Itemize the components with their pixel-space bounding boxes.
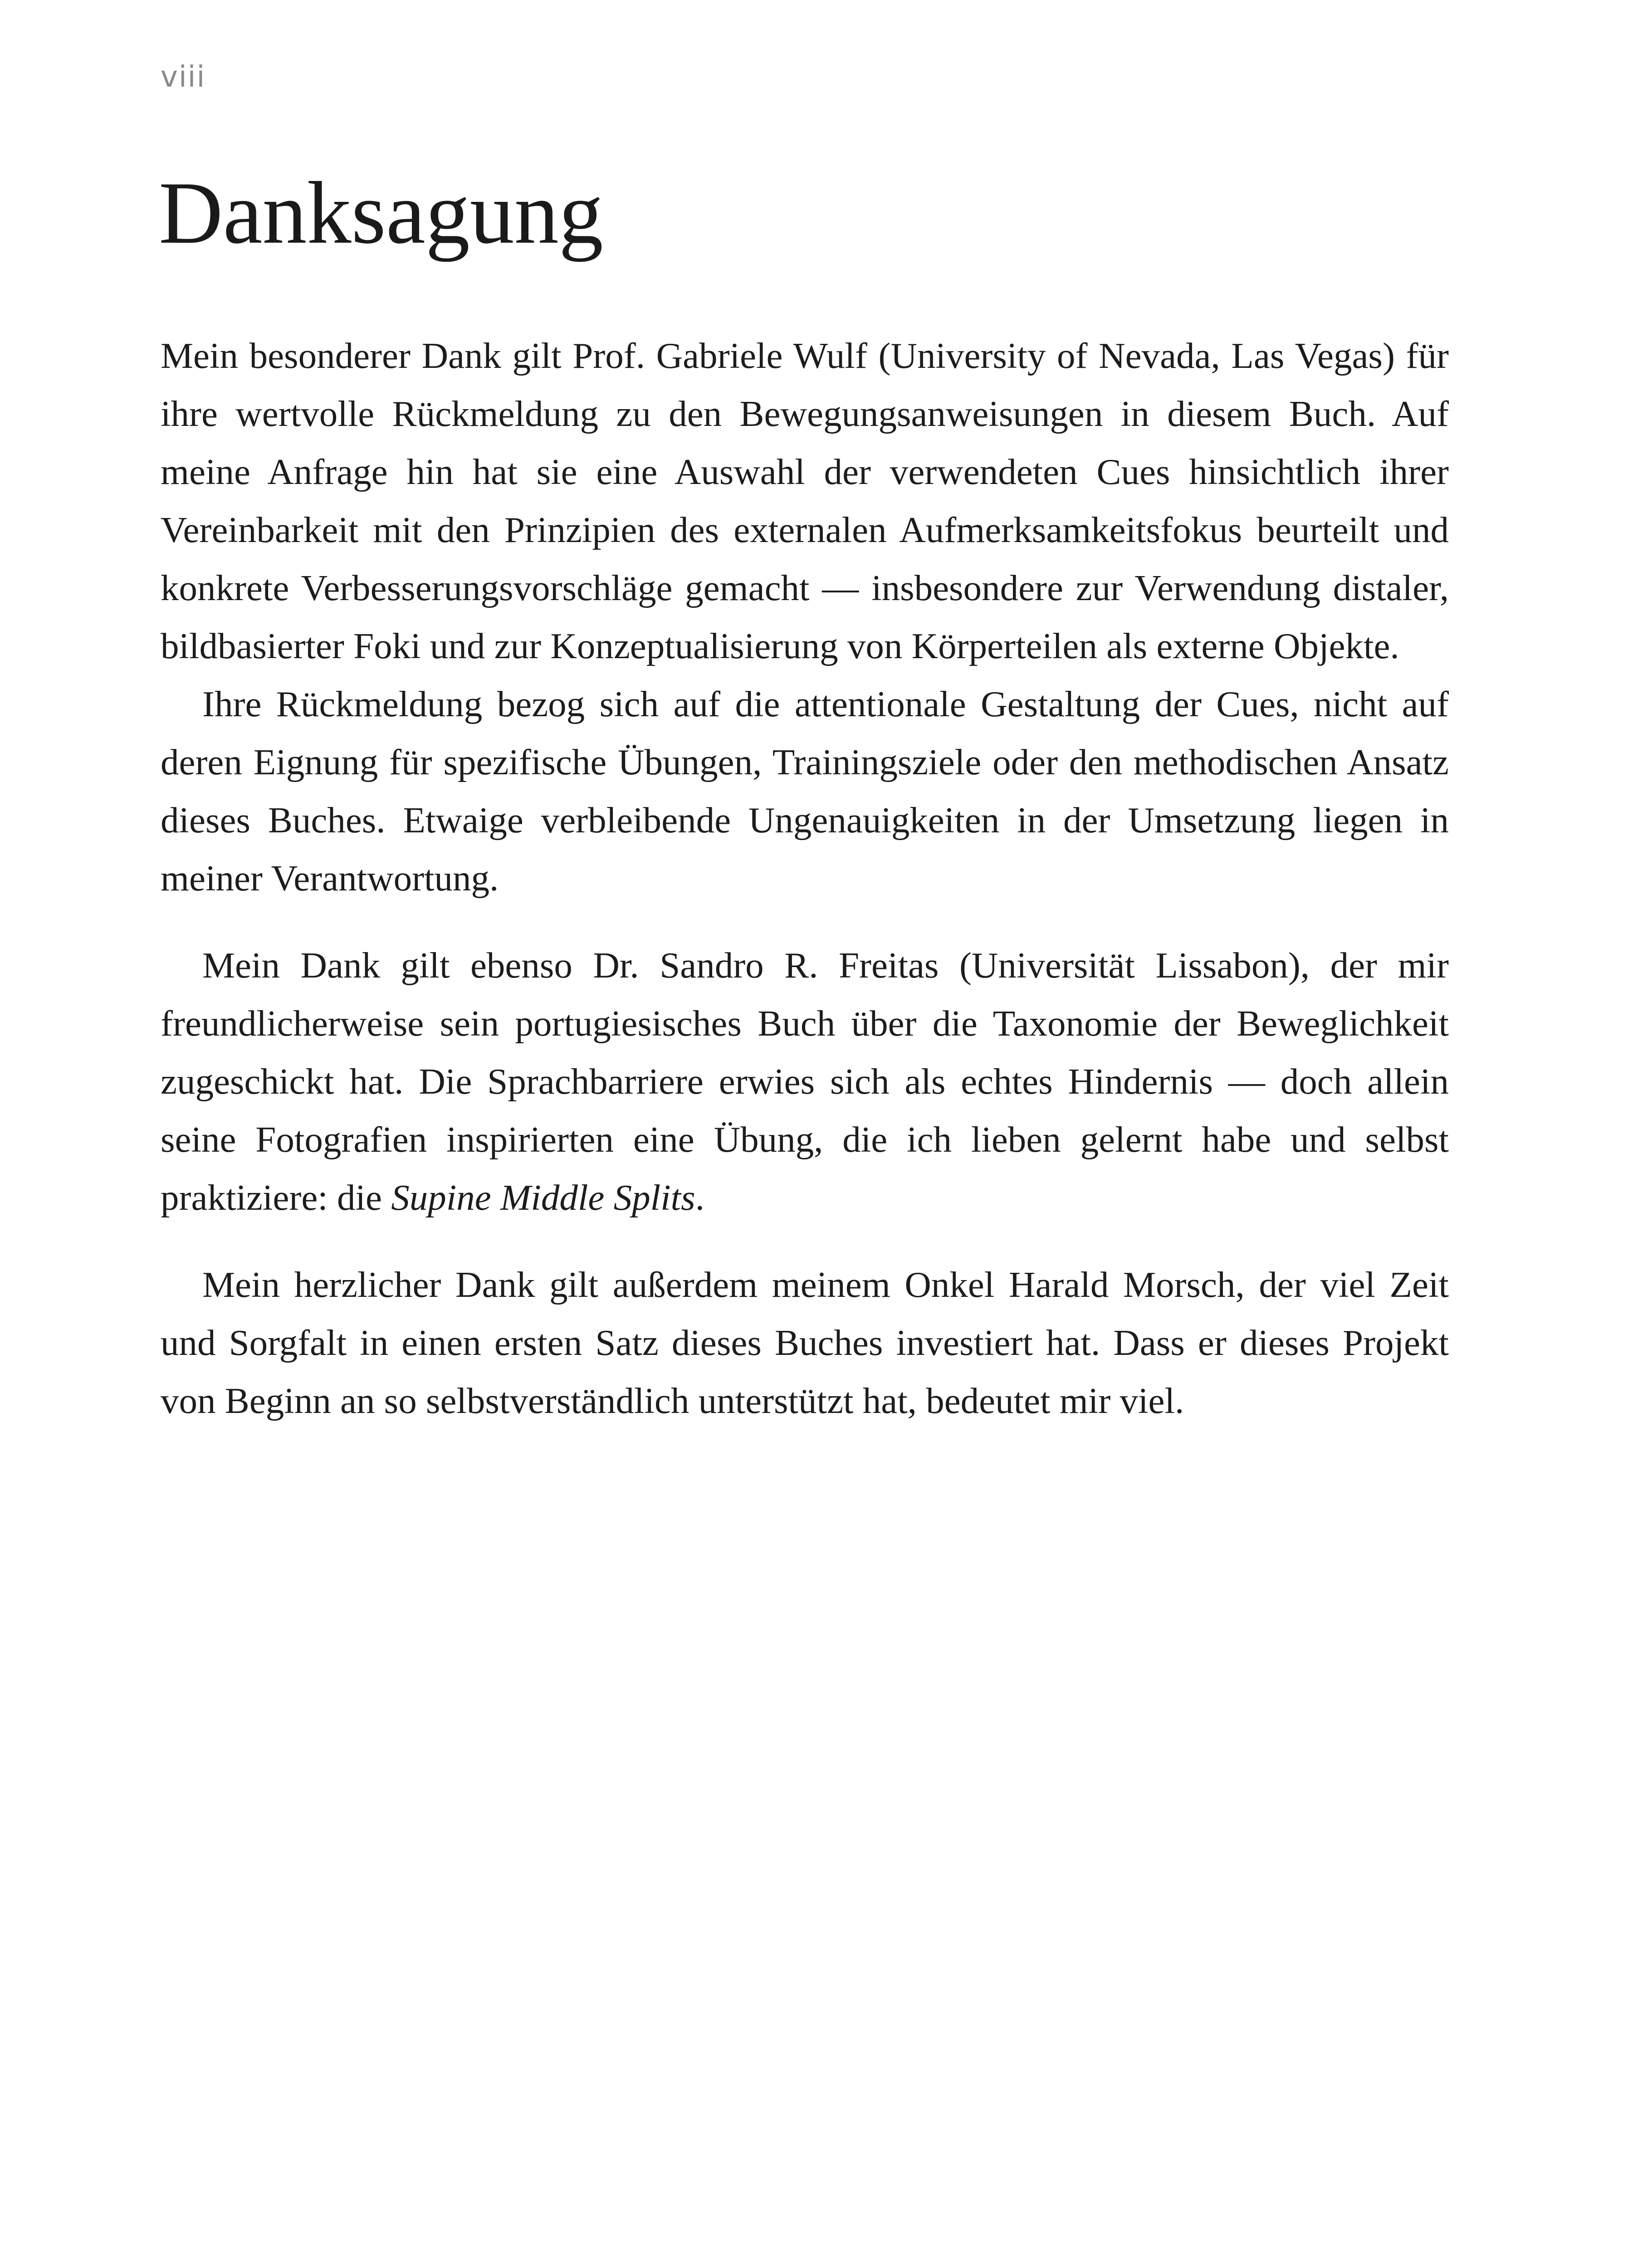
paragraph-freitas — [161, 936, 1449, 1227]
page-number: viii — [161, 60, 206, 94]
paragraph-morsch: Mein herzlicher Dank gilt außerdem meinem Onkel Harald Morsch, der viel Zeit und Sorgfalt in einen ersten Satz dieses Buches investiert hat. Dass er dieses Projekt von Beginn an so selbstverständlich unterstützt hat, bedeutet mir viel. — [161, 1264, 1449, 1421]
exercise-name: Supine Middle Splits — [391, 1177, 695, 1218]
acknowledgements-text — [161, 327, 1449, 1430]
paragraph-feedback-scope: Ihre Rückmeldung bezog sich auf die attentionale Gestaltung der Cues, nicht auf deren Eignung für spezifische Übungen, Trainingsziele oder den methodischen Ansatz dieses Buches. Etwaige verbleibende Ungenauigkeiten in der Umsetzung liegen in meiner Verantwortung. — [161, 684, 1449, 899]
chapter-title: Danksagung — [159, 164, 603, 262]
paragraph-wulf: Mein besonderer Dank gilt Prof. Gabriele Wulf (University of Nevada, Las Vegas) für ihre wertvolle Rückmeldung zu den Bewegungsanweisungen in diesem Buch. Auf meine Anfrage hin hat sie eine Auswahl der verwendeten Cues hinsichtlich ihrer Vereinbarkeit mit den Prinzipien des externalen Aufmerksamkeitsfokus beurteilt und konkrete Verbesserungsvorschläge gemacht — insbesondere zur Verwendung distaler, bildbasierter Foki und zur Konzeptualisierung von Körperteilen als externe Objekte. — [161, 335, 1449, 666]
paragraph-freitas-text: Mein Dank gilt ebenso Dr. Sandro R. Freitas (Universität Lissabon), der mir freundlicherweise sein portugiesisches Buch über die Taxonomie der Beweglichkeit zugeschickt hat. Die Sprachbarriere erwies sich als echtes Hindernis — doch allein seine Fotografien inspirierten eine Übung, die ich lieben gelernt habe und selbst praktiziere: die — [161, 945, 1449, 1218]
paragraph-freitas-end: . — [695, 1177, 704, 1218]
